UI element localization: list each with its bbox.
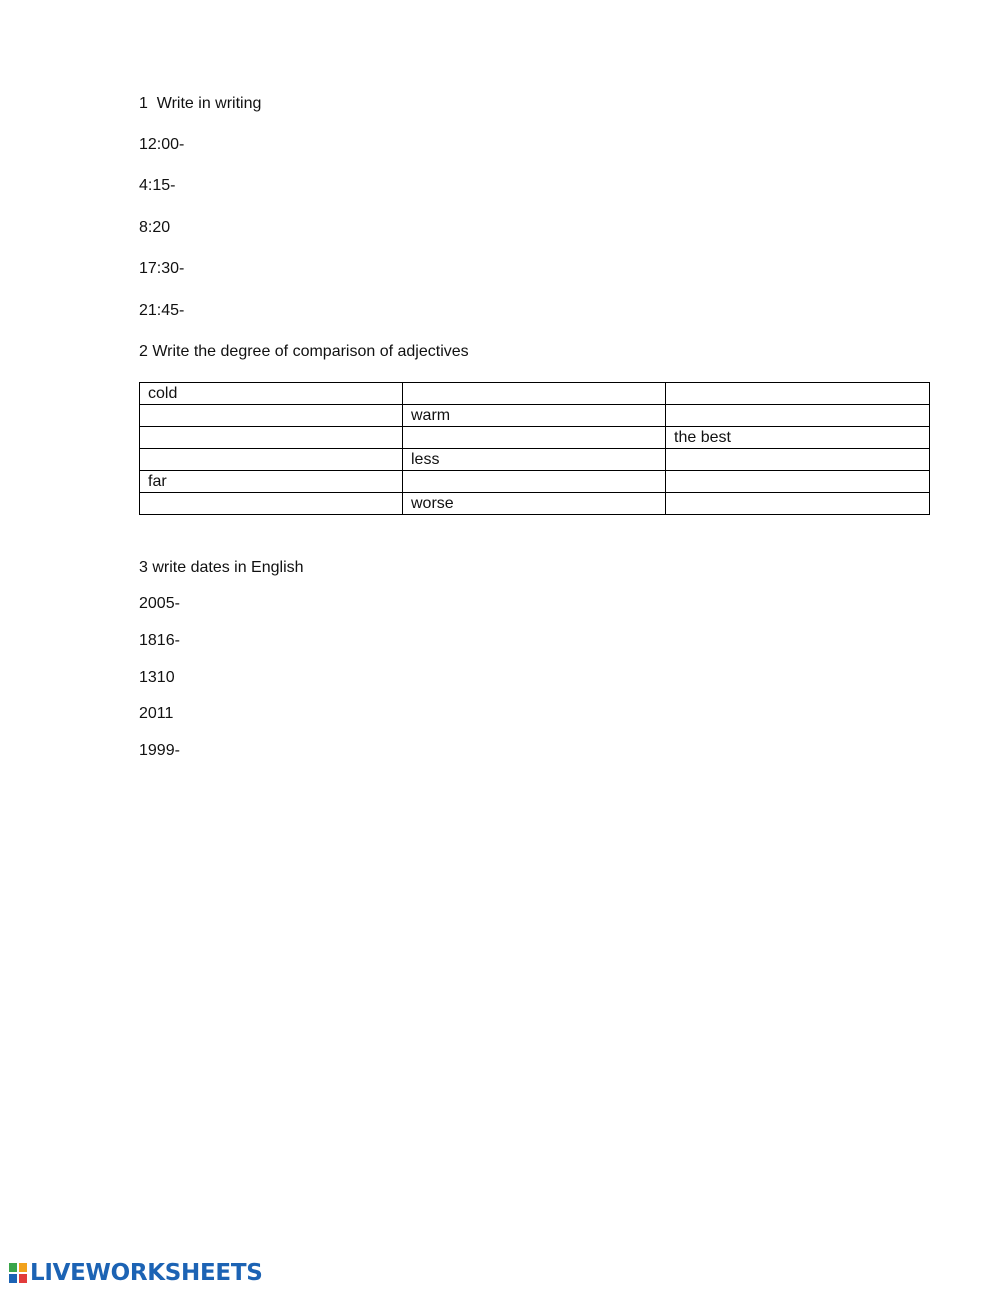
time-item: 17:30-	[139, 260, 185, 277]
table-cell[interactable]: less	[403, 449, 666, 471]
logo-square	[18, 1262, 28, 1273]
section1-heading: 1 Write in writing	[139, 95, 262, 112]
table-cell[interactable]	[140, 493, 403, 515]
table-row	[140, 405, 930, 427]
date-item: 1816-	[139, 632, 180, 649]
date-item: 2005-	[139, 595, 180, 612]
table-cell[interactable]: cold	[140, 383, 403, 405]
logo-square	[18, 1273, 28, 1284]
table-cell[interactable]	[403, 427, 666, 449]
table-cell[interactable]: the best	[666, 427, 930, 449]
logo-square	[8, 1262, 18, 1273]
logo-text: LIVEWORKSHEETS	[30, 1260, 263, 1286]
logo-square	[8, 1273, 18, 1284]
liveworksheets-logo	[8, 1259, 262, 1287]
time-item: 4:15-	[139, 177, 176, 194]
table-cell[interactable]: worse	[403, 493, 666, 515]
table-cell[interactable]	[140, 449, 403, 471]
date-item: 1310	[139, 669, 175, 686]
table-row	[140, 449, 930, 471]
table-cell[interactable]	[666, 383, 930, 405]
comparison-table	[139, 382, 930, 515]
table-row	[140, 427, 930, 449]
table-row	[140, 493, 930, 515]
section3-heading: 3 write dates in English	[139, 559, 304, 576]
table-row	[140, 383, 930, 405]
table-cell[interactable]	[666, 405, 930, 427]
table-cell[interactable]: warm	[403, 405, 666, 427]
table-cell[interactable]	[403, 383, 666, 405]
date-item: 1999-	[139, 742, 180, 759]
time-item: 12:00-	[139, 136, 185, 153]
logo-mark-icon	[8, 1262, 28, 1284]
table-cell[interactable]	[140, 427, 403, 449]
section2-heading: 2 Write the degree of comparison of adjectives	[139, 343, 469, 360]
date-item: 2011	[139, 705, 174, 722]
table-cell[interactable]: far	[140, 471, 403, 493]
table-cell[interactable]	[403, 471, 666, 493]
table-cell[interactable]	[666, 471, 930, 493]
table-cell[interactable]	[140, 405, 403, 427]
time-item: 21:45-	[139, 302, 185, 319]
table-cell[interactable]	[666, 449, 930, 471]
table-row	[140, 471, 930, 493]
time-item: 8:20	[139, 219, 171, 236]
table-cell[interactable]	[666, 493, 930, 515]
